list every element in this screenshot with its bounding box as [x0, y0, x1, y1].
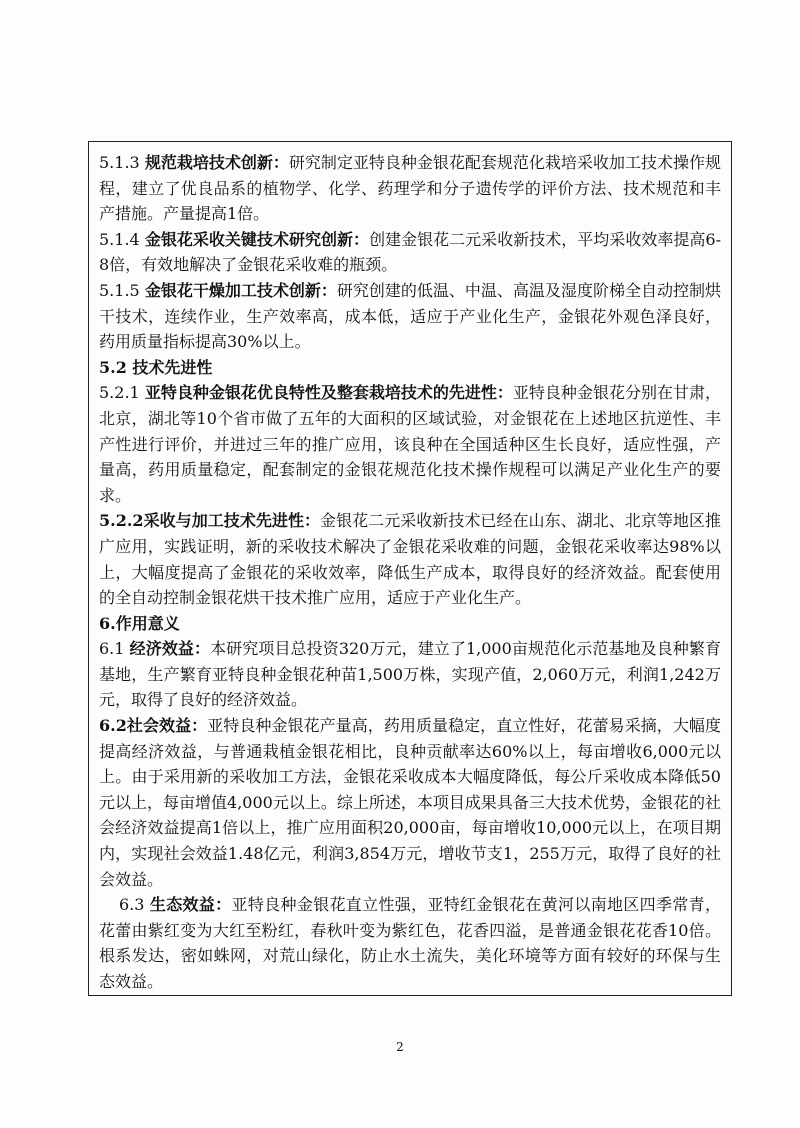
section-5-2-2 [99, 508, 721, 610]
section-6-3 [99, 892, 721, 994]
section-heading: 亚特良种金银花优良特性及整套栽培技术的先进性： [144, 383, 513, 403]
section-heading: 经济效益： [129, 639, 211, 659]
section-number: 5.2.1 [99, 383, 140, 403]
section-heading: 社会效益： [126, 716, 208, 736]
section-5-1-3 [99, 150, 721, 227]
section-5-1-5 [99, 278, 721, 355]
section-6-2 [99, 713, 721, 892]
section-text: 创建金银花二元采收新技术，平均采收效率提高6-8倍，有效地解决了金银花采收难的瓶颈。 [99, 229, 721, 275]
section-text: 研究创建的低温、中温、高温及湿度阶梯全自动控制烘干技术，连续作业，生产效率高，成本低，适应于产业化生产，金银花外观色泽良好，药用质量指标提高30%以上。 [99, 280, 721, 352]
section-text: 金银花二元采收新技术已经在山东、湖北、北京等地区推广应用，实践证明，新的采收技术解决了金银花采收难的问题，金银花采收率达98%以上，大幅度提高了金银花的采收效率，降低生产成本，取得良好的经济效益。配套使用的全自动控制金银花烘干技术推广应用，适应于产业化生产。 [99, 511, 721, 608]
section-heading: 金银花采收关键技术研究创新： [144, 229, 370, 249]
section-5-2 [99, 355, 721, 381]
section-heading: 金银花干燥加工技术创新： [144, 280, 337, 300]
section-number: 5.2.2 [99, 511, 144, 531]
section-number: 5.2 [99, 357, 127, 377]
section-6-1 [99, 636, 721, 713]
section-heading: 技术先进性 [132, 357, 213, 377]
section-heading: 生态效益： [149, 895, 232, 915]
section-heading: 规范栽培技术创新： [144, 153, 289, 172]
section-number: 6.1 [99, 639, 125, 659]
section-heading: 采收与加工技术先进性： [143, 511, 321, 531]
section-number: 6. [99, 613, 116, 633]
section-text: 本研究项目总投资320万元，建立了1,000亩规范化示范基地及良种繁育基地，生产繁育亚特良种金银花种苗1,500万株，实现产值，2,060万元，利润1,242万元，取得了良好的经济效益。 [99, 639, 721, 710]
section-6 [99, 611, 721, 637]
section-number: 6.3 [119, 895, 145, 915]
content-frame [88, 141, 732, 996]
section-heading: 作用意义 [115, 613, 180, 633]
section-5-2-1 [99, 380, 721, 508]
section-number: 6.2 [99, 716, 127, 736]
section-number: 5.1.5 [99, 280, 140, 300]
page-number: 2 [396, 1040, 404, 1054]
section-text: 亚特良种金银花分别在甘肃，北京，湖北等10个省市做了五年的大面积的区域试验，对金银花在上述地区抗逆性、丰产性进行评价，并进过三年的推广应用，该良种在全国适种区生长良好，适应性强，产量高，药用质量稳定，配套制定的金银花规范化技术操作规程可以满足产业化生产的要求。 [99, 383, 721, 505]
section-text: 研究制定亚特良种金银花配套规范化栽培采收加工技术操作规程，建立了优良品系的植物学、化学、药理学和分子遗传学的评价方法、技术规范和丰产措施。产量提高1倍。 [99, 153, 721, 224]
section-text: 亚特良种金银花直立性强，亚特红金银花在黄河以南地区四季常青，花蕾由紫红变为大红至粉红，春秋叶变为紫红色，花香四溢，是普通金银花花香10倍。根系发达，密如蛛网，对荒山绿化，防止水土流失，美化环境等方面有较好的环保与生态效益。 [99, 895, 721, 991]
section-number: 5.1.4 [99, 229, 140, 249]
section-5-1-4 [99, 227, 721, 278]
section-text: 亚特良种金银花产量高，药用质量稳定，直立性好，花蕾易采摘，大幅度提高经济效益，与普通栽植金银花相比，良种贡献率达60%以上，每亩增收6,000元以上。由于采用新的采收加工方法，金银花采收成本大幅度降低，每公斤采收成本降低50元以上，每亩增值4,000元以上。综上所述，本项目成果具备三大技术优势，金银花的社会经济效益提高1倍以上，推广应用面积20,000亩，每亩增收10,000元以上，在项目期内，实现社会效益1.48亿元，利润3,854万元，增收节支1，255万元，取得了良好的社会效益。 [99, 716, 721, 889]
section-number: 5.1.3 [99, 153, 140, 172]
